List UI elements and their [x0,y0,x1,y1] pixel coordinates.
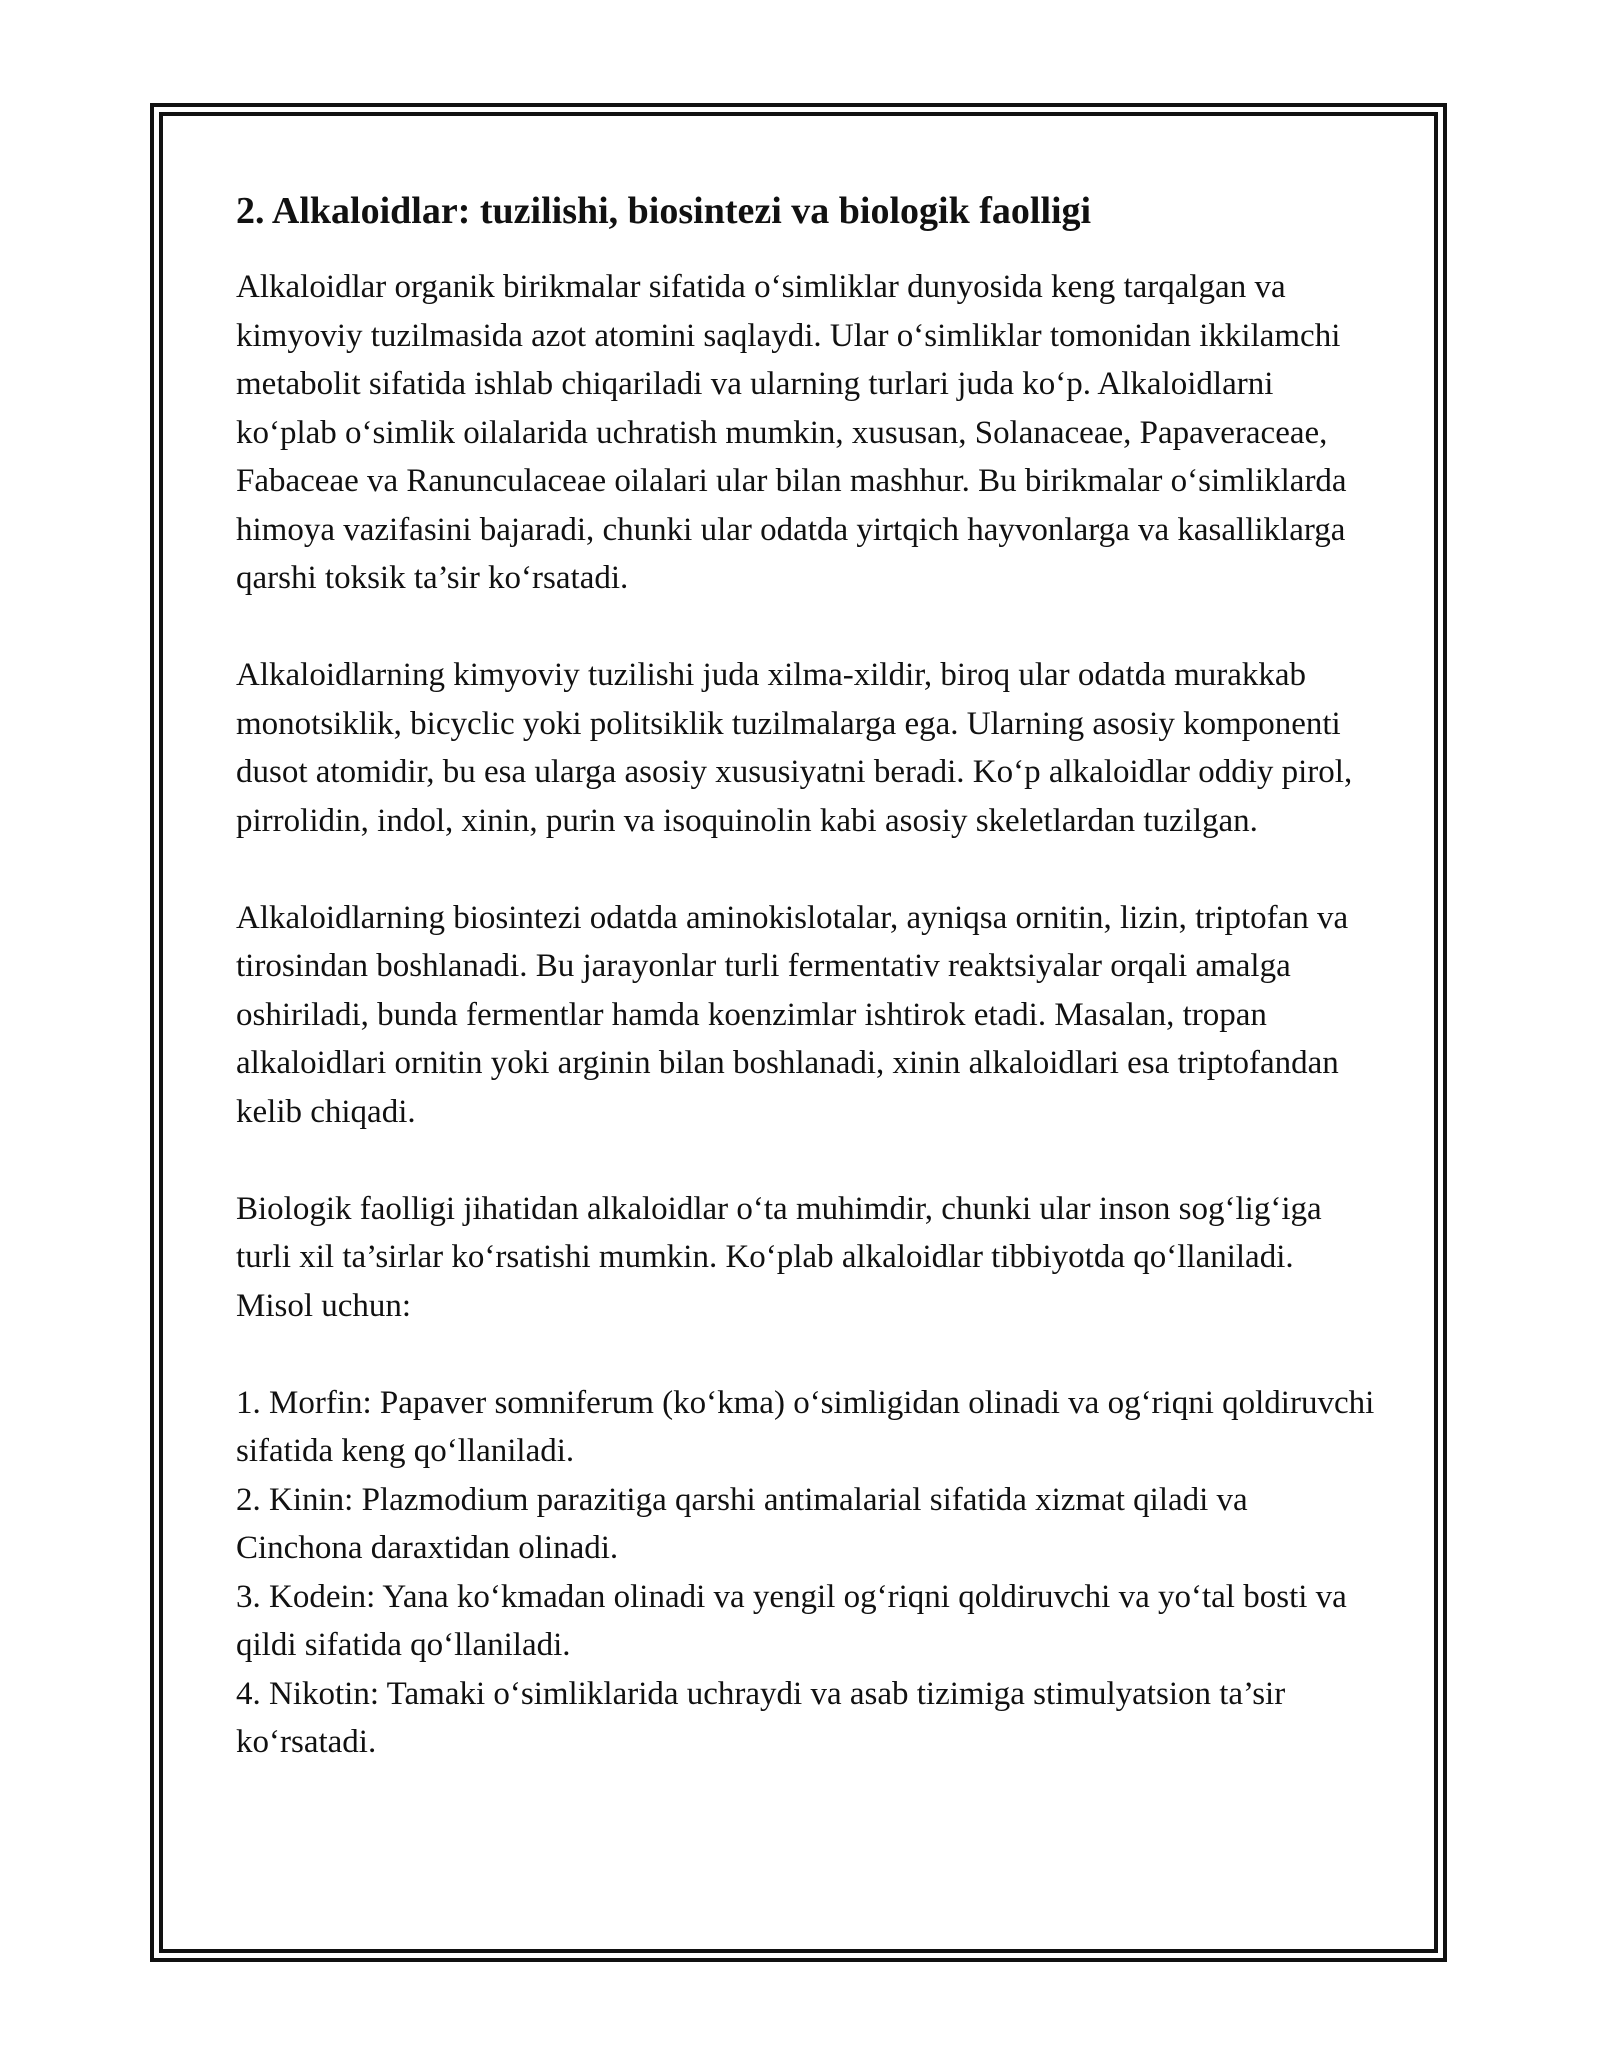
alkaloid-examples-list [236,1379,1376,1767]
list-item-nikotin: 4. Nikotin: Tamaki o‘simliklarida uchraydi va asab tizimiga stimulyatsion ta’sir ko‘rsatadi. [236,1675,1286,1760]
list-item-morfin: 1. Morfin: Papaver somniferum (ko‘kma) o‘simligidan olinadi va og‘riqni qoldiruvchi sifatida keng qo‘llaniladi. [236,1384,1375,1469]
paragraph-biological-activity: Biologik faolligi jihatidan alkaloidlar o‘ta muhimdir, chunki ular inson sog‘lig‘iga turli xil ta’sirlar ko‘rsatishi mumkin. Ko‘plab alkaloidlar tibbiyotda qo‘llaniladi. Misol uchun: [236,1190,1322,1324]
list-item-kinin: 2. Kinin: Plazmodium parazitiga qarshi antimalarial sifatida xizmat qiladi va Cinchona daraxtidan olinadi. [236,1481,1248,1566]
section-title: 2. Alkaloidlar: tuzilishi, biosintezi va biologik faolligi [236,190,1092,232]
paragraph-biosynthesis: Alkaloidlarning biosintezi odatda aminokislotalar, ayniqsa ornitin, lizin, triptofan va tirosindan boshlanadi. Bu jarayonlar turli fermentativ reaktsiyalar orqali amalga oshiriladi, bunda fermentlar hamda koenzimlar ishtirok etadi. Masalan, tropan alkaloidlari ornitin yoki arginin bilan boshlanadi, xinin alkaloidlari esa triptofandan kelib chiqadi. [236,899,1349,1130]
list-item-kodein: 3. Kodein: Yana ko‘kmadan olinadi va yengil og‘riqni qoldiruvchi va yo‘tal bosti va qildi sifatida qo‘llaniladi. [236,1578,1347,1663]
paragraph-intro: Alkaloidlar organik birikmalar sifatida o‘simliklar dunyosida keng tarqalgan va kimyoviy tuzilmasida azot atomini saqlaydi. Ular o‘simliklar tomonidan ikkilamchi metabolit sifatida ishlab chiqariladi va ularning turlari juda ko‘p. Alkaloidlarni ko‘plab o‘simlik oilalarida uchratish mumkin, xususan, Solanaceae, Papaveraceae, Fabaceae va Ranunculaceae oilalari ular bilan mashhur. Bu birikmalar o‘simliklarda himoya vazifasini bajaradi, chunki ular odatda yirtqich hayvonlarga va kasalliklarga qarshi toksik ta’sir ko‘rsatadi. [236,269,1347,596]
paragraph-structure: Alkaloidlarning kimyoviy tuzilishi juda xilma-xildir, biroq ular odatda murakkab monotsiklik, bicyclic yoki politsiklik tuzilmalarga ega. Ularning asosiy komponenti dusot atomidir, bu esa ularga asosiy xususiyatni beradi. Ko‘p alkaloidlar oddiy pirol, pirrolidin, indol, xinin, purin va isoquinolin kabi asosiy skeletlardan tuzilgan. [236,657,1353,839]
document-body [236,185,1376,1767]
